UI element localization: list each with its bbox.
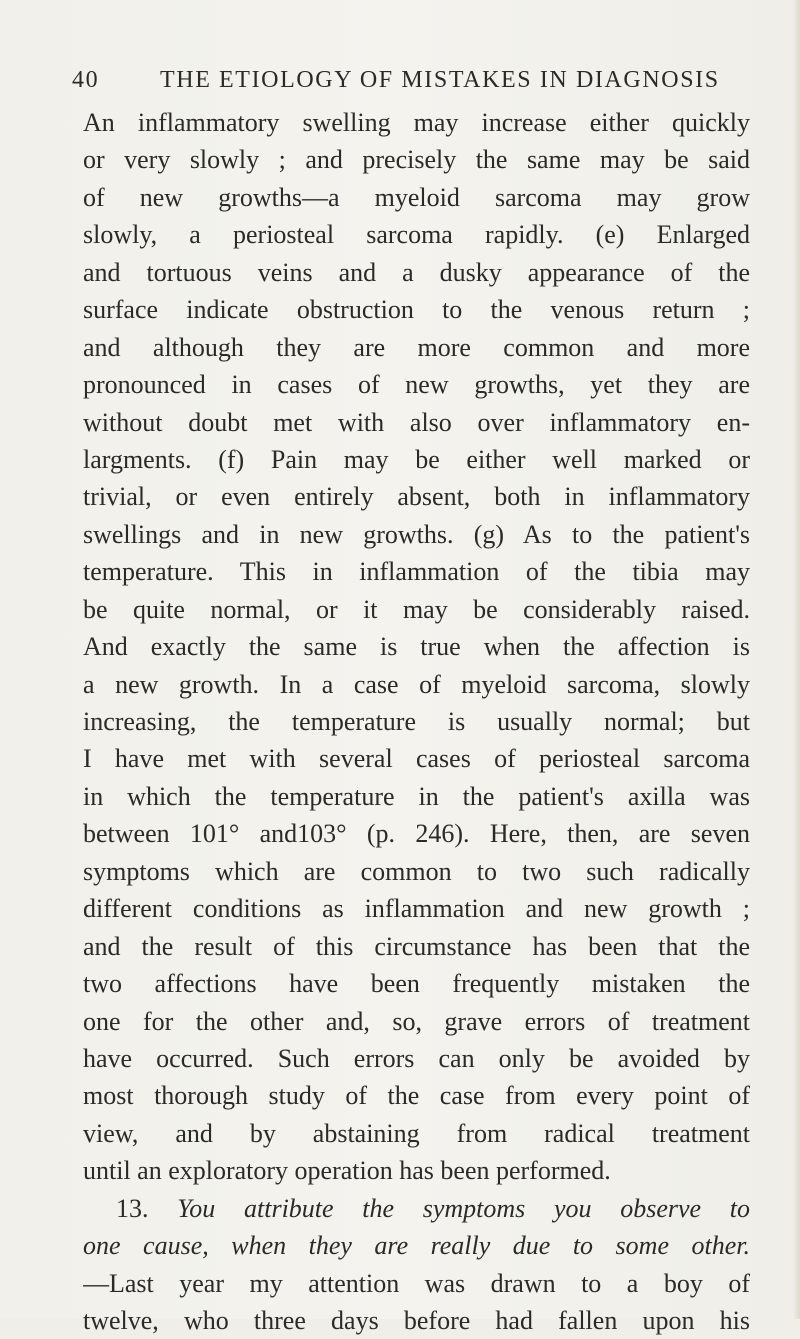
text-line: increasing, the temperature is usually normal; but	[83, 707, 750, 736]
text-line: of new growths—a myeloid sarcoma may grow	[83, 182, 750, 212]
page-number: 40	[72, 67, 100, 93]
text-line: surface indicate obstruction to the venous return ;	[83, 295, 750, 325]
text-line: two affections have been frequently mistaken the	[83, 969, 750, 999]
text-line: without doubt met with also over inflammatory en-	[83, 407, 750, 437]
text-line: largments. (f) Pain may be either well marked or	[83, 444, 750, 474]
text-line: pronounced in cases of new growths, yet they are	[83, 370, 750, 400]
section-heading: You attribute the symptoms you observe to	[177, 1193, 750, 1223]
text-line: And exactly the same is true when the affection is	[83, 632, 750, 662]
text-line: most thorough study of the case from every point of	[83, 1081, 750, 1111]
section-heading-continued: one cause, when they are really due to some other.	[83, 1231, 750, 1261]
section-heading-line	[83, 1190, 750, 1227]
text-line: view, and by abstaining from radical treatment	[83, 1118, 750, 1148]
text-line: temperature. This in inflammation of the tibia may	[83, 557, 750, 587]
text-line: one for the other and, so, grave errors of treatment	[83, 1006, 750, 1036]
body-text	[83, 104, 750, 1339]
page-header	[72, 62, 752, 98]
text-line: until an exploratory operation has been performed.	[83, 1156, 611, 1186]
text-line: and the result of this circumstance has been that the	[83, 931, 750, 961]
text-line: between 101° and103° (p. 246). Here, then, are seven	[83, 819, 750, 849]
section-number: 13.	[116, 1193, 149, 1223]
text-line: have occurred. Such errors can only be avoided by	[83, 1043, 750, 1073]
running-head: THE ETIOLOGY OF MISTAKES IN DIAGNOSIS	[160, 67, 720, 93]
text-line: a new growth. In a case of myeloid sarcoma, slowly	[83, 669, 750, 699]
text-line: and tortuous veins and a dusky appearance of the	[83, 257, 750, 287]
text-line: An inflammatory swelling may increase either quickly	[83, 108, 750, 137]
page-edge-shadow	[793, 0, 800, 1319]
text-line: or very slowly ; and precisely the same may be said	[83, 145, 750, 175]
text-line: slowly, a periosteal sarcoma rapidly. (e) Enlarged	[83, 220, 750, 250]
text-line: swellings and in new growths. (g) As to the patient's	[83, 519, 750, 549]
text-line: and although they are more common and more	[83, 332, 750, 362]
text-line: I have met with several cases of periosteal sarcoma	[83, 744, 750, 774]
text-line: twelve, who three days before had fallen upon his	[83, 1306, 750, 1335]
text-line: be quite normal, or it may be considerably raised.	[83, 594, 750, 624]
text-line: symptoms which are common to two such radically	[83, 856, 750, 886]
text-line: trivial, or even entirely absent, both in inflammatory	[83, 482, 750, 512]
text-line: —Last year my attention was drawn to a boy of	[83, 1268, 750, 1298]
text-line: different conditions as inflammation and new growth ;	[83, 894, 750, 924]
text-line: in which the temperature in the patient's axilla was	[83, 781, 750, 811]
